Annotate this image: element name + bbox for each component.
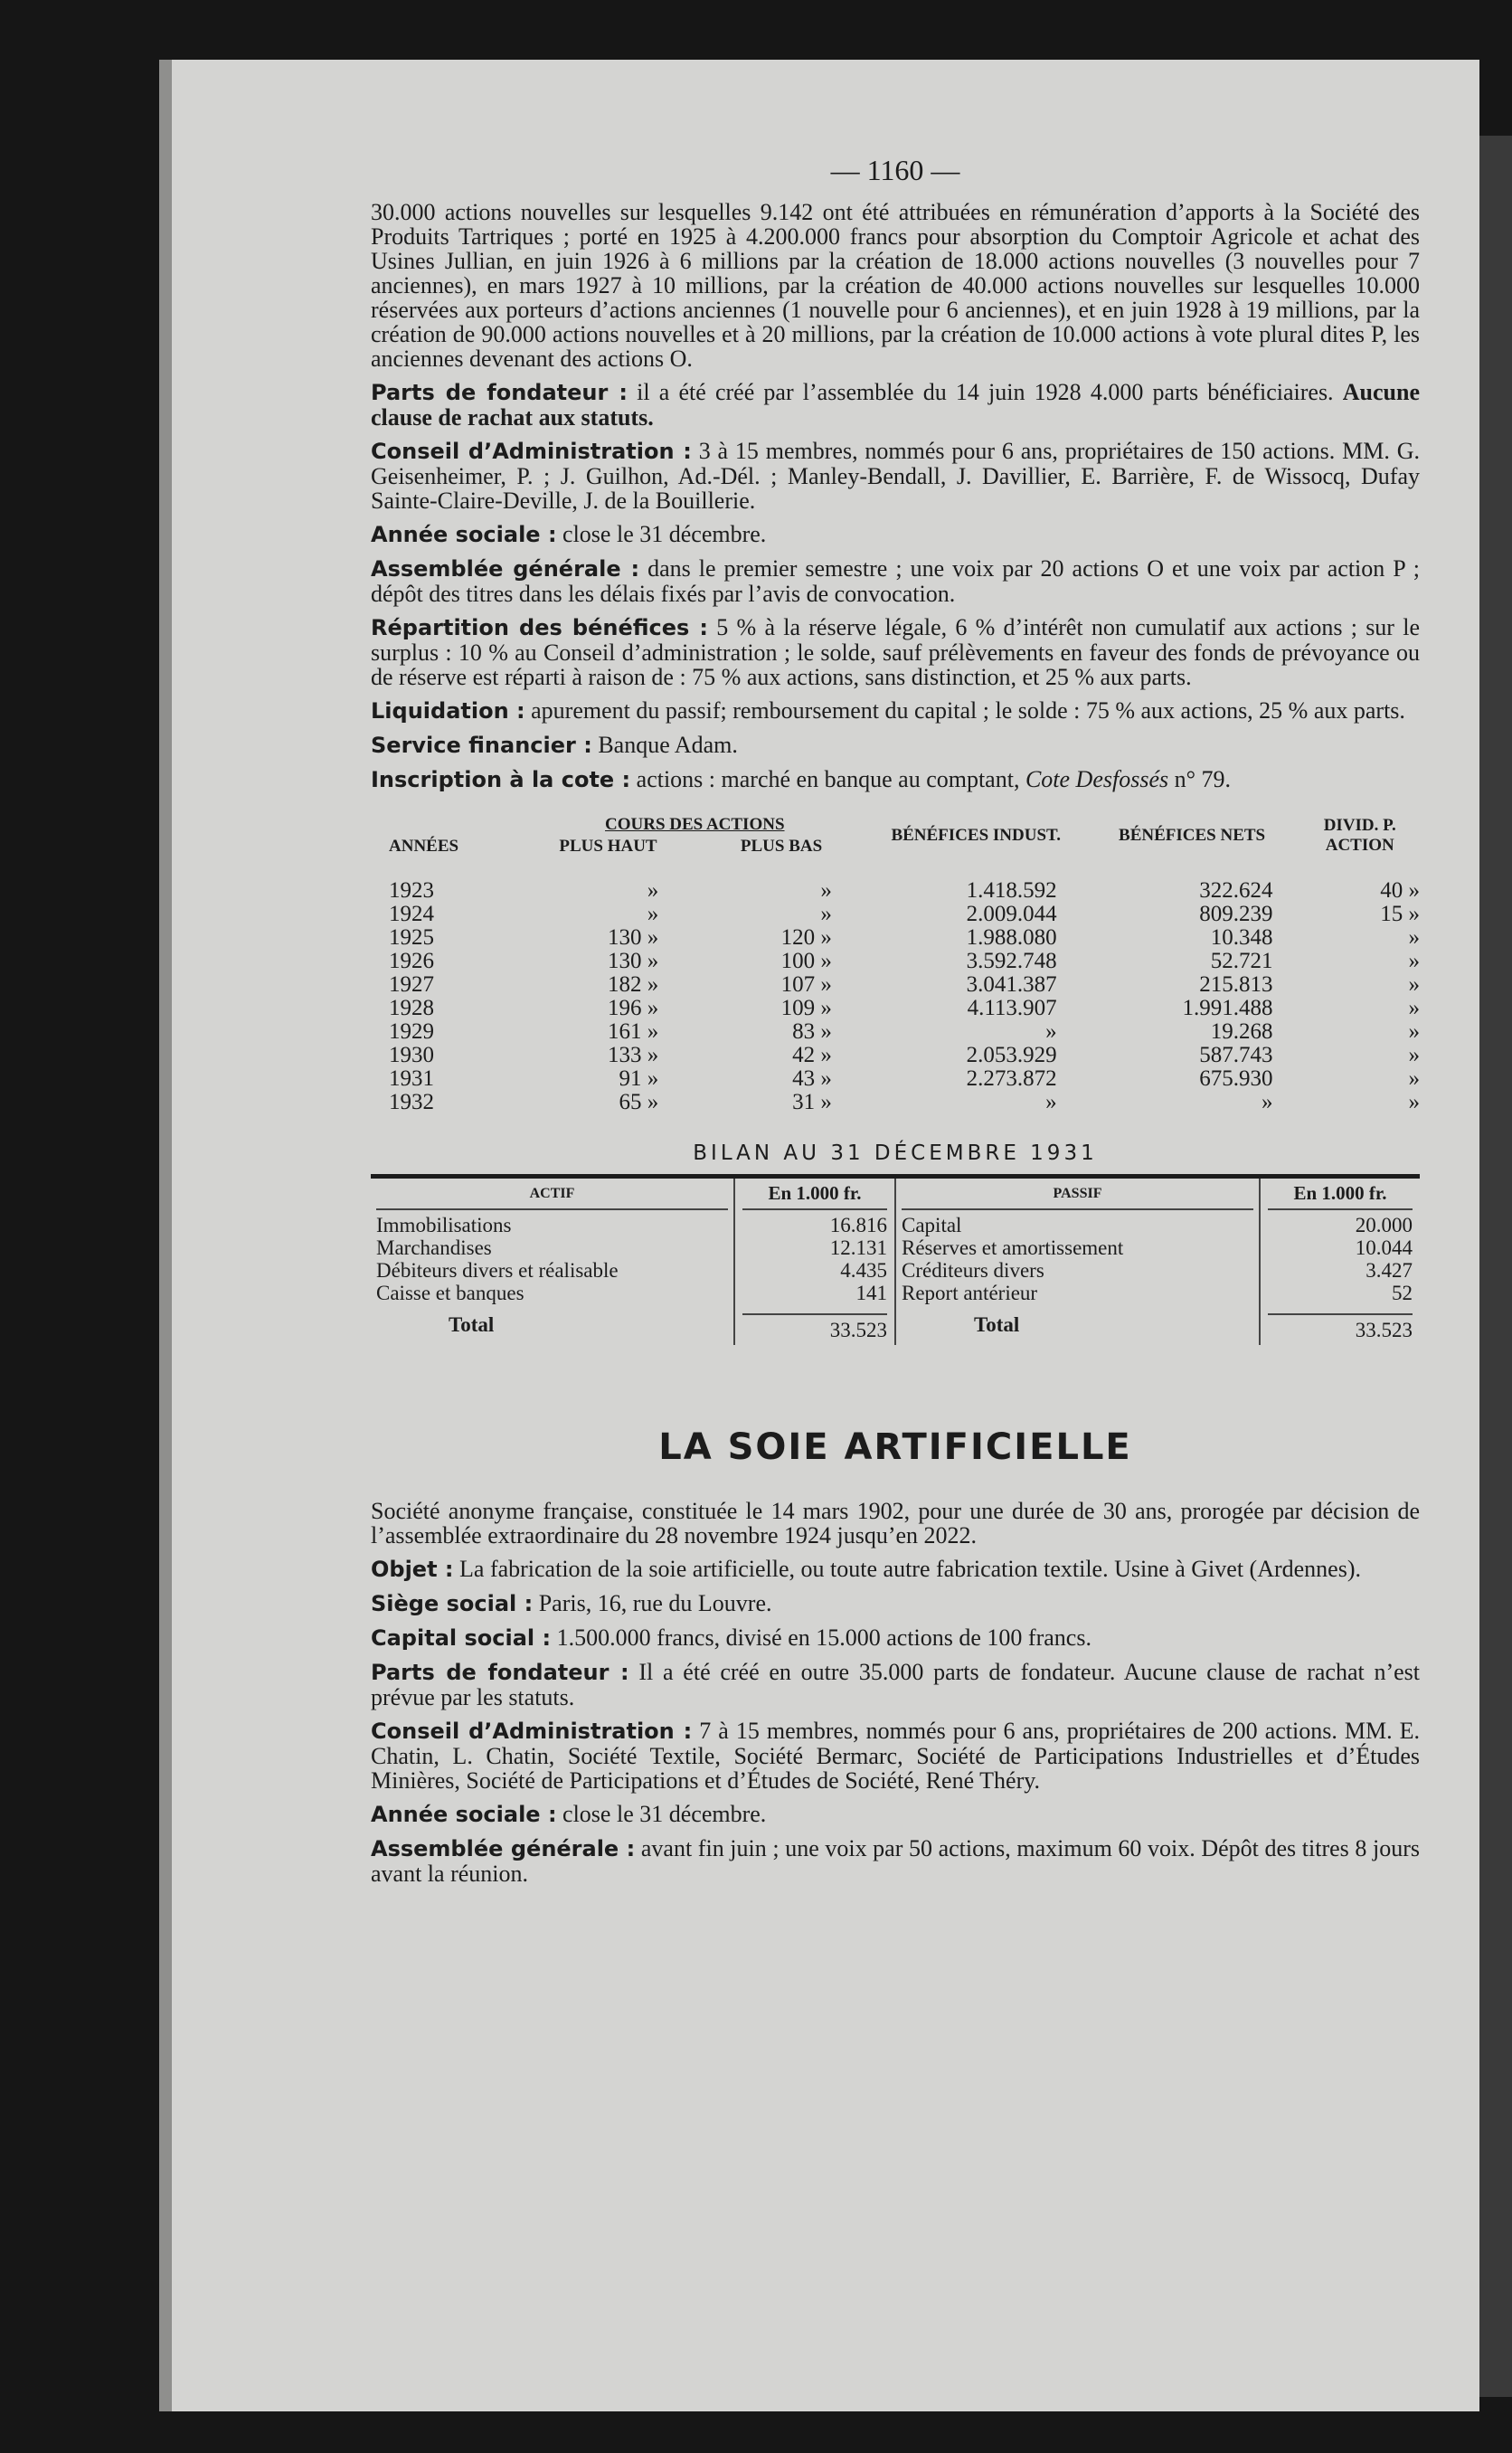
- section-label: Année sociale :: [371, 1802, 557, 1827]
- cell-plus-haut: 65 »: [619, 1090, 659, 1114]
- cell-benef-indust: »: [1045, 1090, 1057, 1114]
- passif-item-value: 3.427: [1366, 1259, 1413, 1282]
- cell-year: 1926: [389, 949, 434, 973]
- table-row: [371, 903, 1420, 926]
- section-label: Capital social :: [371, 1625, 552, 1651]
- actif-value-header: En 1.000 fr.: [742, 1182, 887, 1210]
- header-divid: DIVID. P. ACTION: [1323, 816, 1396, 855]
- cell-year: 1930: [389, 1043, 434, 1067]
- section-paragraph: [371, 380, 1420, 430]
- bilan-table: [371, 1174, 1420, 1345]
- actif-column: [371, 1179, 733, 1345]
- cell-plus-bas: 31 »: [792, 1090, 832, 1114]
- passif-labels: [902, 1214, 1253, 1304]
- cell-plus-haut: 133 »: [608, 1043, 659, 1067]
- section-paragraph: [371, 1802, 1420, 1827]
- section-paragraph: [371, 1591, 1420, 1616]
- cell-plus-haut: 182 »: [608, 972, 659, 997]
- section-title: LA SOIE ARTIFICIELLE: [658, 1426, 1132, 1468]
- actif-total-label: Total: [449, 1313, 495, 1336]
- section-label: Assemblée générale :: [371, 1836, 636, 1861]
- section-text: dans le premier semestre ; une voix par 20 actions O et une voix par action P ; dépôt des titres dans les délais fixés par l’avis de convocation.: [371, 555, 1420, 607]
- section-paragraph: [371, 1719, 1420, 1793]
- section-paragraph: [371, 439, 1420, 513]
- actif-item-value: 12.131: [829, 1236, 887, 1259]
- cell-plus-bas: 107 »: [780, 972, 832, 997]
- cell-divid: »: [1408, 1043, 1420, 1067]
- section-paragraph: [371, 1557, 1420, 1582]
- cell-benef-nets: 587.743: [1199, 1043, 1273, 1067]
- section-label: Parts de fondateur :: [371, 380, 628, 405]
- page-content: [371, 154, 1420, 1895]
- section-label: Conseil d’Administration :: [371, 439, 692, 464]
- passif-total-value: 33.523: [1268, 1313, 1413, 1341]
- passif-column: [896, 1179, 1259, 1345]
- section-paragraph: [371, 1660, 1420, 1710]
- section-label: Inscription à la cote :: [371, 767, 631, 792]
- table-row: [371, 1091, 1420, 1114]
- cell-divid: »: [1408, 1019, 1420, 1044]
- cell-benef-indust: 1.988.080: [966, 925, 1057, 950]
- header-plus-bas: PLUS BAS: [740, 837, 823, 856]
- section-text: Paris, 16, rue du Louvre.: [533, 1590, 772, 1616]
- header-cours: COURS DES ACTIONS: [605, 815, 785, 834]
- cell-benef-nets: 322.624: [1199, 878, 1273, 903]
- passif-value-header: En 1.000 fr.: [1268, 1182, 1413, 1210]
- table-row: [371, 879, 1420, 903]
- cell-divid: 40 »: [1380, 878, 1420, 903]
- passif-item-label: Report antérieur: [902, 1282, 1038, 1304]
- cell-benef-nets: 52.721: [1210, 949, 1273, 973]
- passif-total-label: Total: [974, 1313, 1020, 1336]
- cell-plus-haut: 196 »: [608, 996, 659, 1020]
- cell-year: 1931: [389, 1066, 434, 1091]
- cell-plus-haut: 161 »: [608, 1019, 659, 1044]
- cell-benef-nets: 10.348: [1210, 925, 1273, 950]
- passif-item-label: Réserves et amortissement: [902, 1236, 1124, 1259]
- cell-plus-haut: »: [647, 902, 659, 926]
- cell-plus-haut: »: [647, 878, 659, 903]
- intro-paragraph: 30.000 actions nouvelles sur lesquelles 9.142 ont été attribuées en rémunération d’apports à la Société des Produits Tartriques ; porté en 1925 à 4.200.000 francs pour absorption du Comptoir Agricole et achat des Usines Jullian, en juin 1926 à 6 millions par la création de 18.000 actions nouvelles (3 nouvelles pour 7 anciennes), en mars 1927 à 10 millions, par la création de 40.000 actions nouvelles sur lesquelles 10.000 réservées aux porteurs d’actions anciennes (1 nouvelle pour 6 anciennes), et en juin 1928 à 19 millions, par la création de 90.000 actions nouvelles et à 20 millions, par la création de 10.000 actions à vote plural dites P, les anciennes devenant des actions O.: [371, 199, 1420, 372]
- header-years: ANNÉES: [389, 837, 459, 856]
- section-text: 3 à 15 membres, nommés pour 6 ans, propriétaires de 150 actions. MM. G. Geisenheimer, P. ; J. Guilhon, Ad.-Dél. ; Manley-Bendall, J. Davillier, E. Barrière, F. de Wissocq, Dufay Sainte-Claire-Deville, J. de la Bouillerie.: [371, 438, 1420, 514]
- cell-year: 1924: [389, 902, 434, 926]
- section-label: Siège social :: [371, 1591, 534, 1616]
- cell-plus-bas: 109 »: [780, 996, 832, 1020]
- section-text: Banque Adam.: [591, 732, 738, 758]
- cell-plus-bas: 120 »: [780, 925, 832, 950]
- passif-values-column: [1259, 1179, 1420, 1345]
- section-paragraph: [371, 556, 1420, 606]
- table-row: [371, 926, 1420, 950]
- cell-plus-bas: »: [820, 878, 832, 903]
- cell-plus-bas: 100 »: [780, 949, 832, 973]
- header-dashes: [371, 857, 1420, 879]
- table-row: [371, 997, 1420, 1020]
- section-text: close le 31 décembre.: [556, 1801, 767, 1827]
- company-sections-top: [371, 380, 1420, 792]
- section-text: il a été créé par l’assemblée du 14 juin 1928 4.000 parts bénéficiaires.: [627, 379, 1343, 405]
- actif-values: [742, 1214, 887, 1304]
- actif-labels: [376, 1214, 728, 1304]
- section-tail: n° 79.: [1168, 766, 1232, 792]
- passif-item-label: Capital: [902, 1214, 962, 1236]
- section-paragraph: [371, 1836, 1420, 1886]
- cell-benef-indust: 2.053.929: [966, 1043, 1057, 1067]
- cell-year: 1929: [389, 1019, 434, 1044]
- soie-intro-paragraph: Société anonyme française, constituée le 14 mars 1902, pour une durée de 30 ans, prorogée par décision de l’assemblée extraordinaire du 28 novembre 1924 jusqu’en 2022.: [371, 1498, 1420, 1549]
- section-bold-text: Aucune clause de rachat aux statuts.: [371, 379, 1420, 431]
- section-italic-text: Cote Desfossés: [1025, 766, 1169, 792]
- cell-benef-indust: »: [1045, 1019, 1057, 1044]
- actif-item-label: Immobilisations: [376, 1214, 512, 1236]
- cell-plus-haut: 130 »: [608, 925, 659, 950]
- passif-header: PASSIF: [902, 1182, 1253, 1210]
- table-row: [371, 1044, 1420, 1067]
- cell-benef-indust: 2.009.044: [966, 902, 1057, 926]
- page-number: — 1160 —: [830, 154, 960, 186]
- cell-year: 1932: [389, 1090, 434, 1114]
- header-benef-indust: BÉNÉFICES INDUST.: [891, 826, 1062, 845]
- section-text: 7 à 15 membres, nommés pour 6 ans, propriétaires de 200 actions. MM. E. Chatin, L. Chatin, Société Textile, Société Bermarc, Société de Participations Industrielles et d’Études Minières, Société de Participations et d’Études de Société, René Théry.: [371, 1718, 1420, 1794]
- section-text: Il a été créé en outre 35.000 parts de fondateur. Aucune clause de rachat n’est prévue par les statuts.: [371, 1659, 1420, 1710]
- cell-divid: »: [1408, 972, 1420, 997]
- section-label: Liquidation :: [371, 698, 525, 724]
- section-paragraph: [371, 615, 1420, 689]
- section-label: Service financier :: [371, 733, 592, 758]
- cell-divid: »: [1408, 1066, 1420, 1091]
- section-paragraph: [371, 767, 1420, 792]
- course-table: [371, 814, 1420, 1114]
- actif-item-value: 16.816: [829, 1214, 887, 1236]
- cell-benef-indust: 2.273.872: [966, 1066, 1057, 1091]
- passif-item-value: 52: [1392, 1282, 1413, 1304]
- cell-plus-bas: 83 »: [792, 1019, 832, 1044]
- cell-plus-bas: 43 »: [792, 1066, 832, 1091]
- cell-benef-nets: 675.930: [1199, 1066, 1273, 1091]
- table-row: [371, 1067, 1420, 1091]
- section-text: La fabrication de la soie artificielle, ou toute autre fabrication textile. Usine à Givet (Ardennes).: [453, 1556, 1361, 1582]
- section-paragraph: [371, 522, 1420, 547]
- cell-year: 1928: [389, 996, 434, 1020]
- header-benef-nets: BÉNÉFICES NETS: [1119, 826, 1266, 845]
- adjacent-page-edge: [1479, 136, 1512, 2397]
- cell-benef-nets: 215.813: [1199, 972, 1273, 997]
- passif-item-value: 20.000: [1355, 1214, 1413, 1236]
- table-row: [371, 1020, 1420, 1044]
- cell-year: 1927: [389, 972, 434, 997]
- section-text: close le 31 décembre.: [556, 521, 767, 547]
- section-text: 5 % à la réserve légale, 6 % d’intérêt non cumulatif aux actions ; sur le surplus : 10 % au Conseil d’administration ; le solde, sauf prélèvements en faveur des fonds de prévoyance ou de réserve est réparti à raison de : 75 % aux actions, sans distinction, et 25 % aux parts.: [371, 614, 1420, 690]
- cell-year: 1925: [389, 925, 434, 950]
- page-edge: [159, 60, 172, 2411]
- cell-year: 1923: [389, 878, 434, 903]
- course-rows: [371, 879, 1420, 1114]
- section-label: Conseil d’Administration :: [371, 1719, 693, 1744]
- bilan-title: BILAN AU 31 DÉCEMBRE 1931: [693, 1141, 1098, 1165]
- cell-benef-indust: 3.592.748: [966, 949, 1057, 973]
- section-text: 1.500.000 francs, divisé en 15.000 actions de 100 francs.: [551, 1624, 1091, 1651]
- cell-benef-indust: 3.041.387: [966, 972, 1057, 997]
- section-label: Assemblée générale :: [371, 556, 640, 582]
- cell-divid: »: [1408, 949, 1420, 973]
- company-sections-bottom: [371, 1557, 1420, 1886]
- cell-divid: 15 »: [1380, 902, 1420, 926]
- section-label: Répartition des bénéfices :: [371, 615, 709, 640]
- section-label: Objet :: [371, 1557, 454, 1582]
- section-paragraph: [371, 1625, 1420, 1651]
- passif-item-label: Créditeurs divers: [902, 1259, 1044, 1282]
- section-label: Année sociale :: [371, 522, 557, 547]
- cell-plus-haut: 130 »: [608, 949, 659, 973]
- actif-item-label: Marchandises: [376, 1236, 492, 1259]
- actif-item-label: Débiteurs divers et réalisable: [376, 1259, 619, 1282]
- section-text: avant fin juin ; une voix par 50 actions, maximum 60 voix. Dépôt des titres 8 jours avant la réunion.: [371, 1835, 1420, 1887]
- cell-divid: »: [1408, 996, 1420, 1020]
- section-text: actions : marché en banque au comptant,: [630, 766, 1025, 792]
- section-paragraph: [371, 698, 1420, 724]
- actif-item-value: 141: [855, 1282, 887, 1304]
- actif-item-value: 4.435: [840, 1259, 887, 1282]
- cell-benef-nets: »: [1262, 1090, 1273, 1114]
- cell-plus-haut: 91 »: [619, 1066, 659, 1091]
- passif-item-value: 10.044: [1355, 1236, 1413, 1259]
- actif-item-label: Caisse et banques: [376, 1282, 524, 1304]
- section-text: apurement du passif; remboursement du capital ; le solde : 75 % aux actions, 25 % aux parts.: [524, 697, 1405, 724]
- cell-benef-nets: 19.268: [1210, 1019, 1273, 1044]
- passif-values: [1268, 1214, 1413, 1304]
- section-paragraph: [371, 733, 1420, 758]
- actif-header: ACTIF: [376, 1182, 728, 1210]
- actif-values-column: [733, 1179, 896, 1345]
- cell-divid: »: [1408, 1090, 1420, 1114]
- cell-divid: »: [1408, 925, 1420, 950]
- table-row: [371, 950, 1420, 973]
- cell-benef-nets: 1.991.488: [1182, 996, 1273, 1020]
- cell-benef-nets: 809.239: [1199, 902, 1273, 926]
- section-label: Parts de fondateur :: [371, 1660, 629, 1685]
- cell-benef-indust: 1.418.592: [966, 878, 1057, 903]
- cell-plus-bas: »: [820, 902, 832, 926]
- cell-benef-indust: 4.113.907: [967, 996, 1057, 1020]
- cell-plus-bas: 42 »: [792, 1043, 832, 1067]
- header-plus-haut: PLUS HAUT: [559, 837, 657, 856]
- table-row: [371, 973, 1420, 997]
- actif-total-value: 33.523: [742, 1313, 887, 1341]
